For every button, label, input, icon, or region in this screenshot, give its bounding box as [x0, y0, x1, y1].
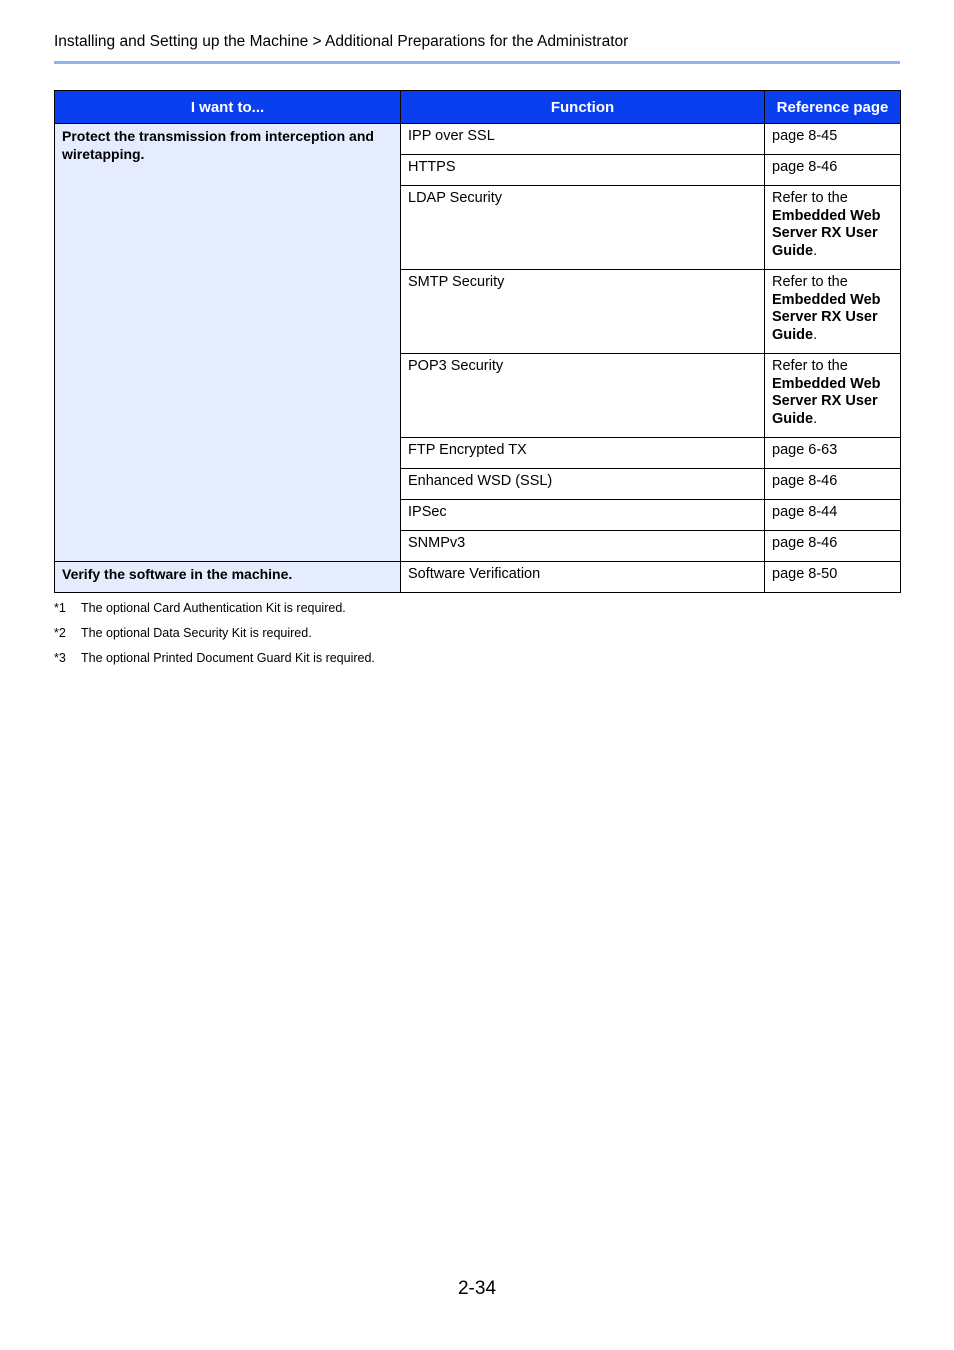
reference-cell: page 8-46	[765, 469, 901, 500]
header-reference-page: Reference page	[765, 91, 901, 124]
function-cell: IPSec	[401, 500, 765, 531]
reference-prefix: Refer to the	[772, 190, 848, 206]
function-cell: LDAP Security	[401, 186, 765, 270]
header-function: Function	[401, 91, 765, 124]
table-header-row	[55, 91, 901, 124]
footnote	[54, 650, 375, 675]
footnote	[54, 625, 375, 650]
footnote-text: The optional Card Authentication Kit is required.	[81, 601, 346, 615]
function-cell: Software Verification	[401, 562, 765, 593]
reference-suffix: .	[813, 410, 818, 427]
want-cell-verify-software: Verify the software in the machine.	[55, 562, 401, 593]
reference-guide-title: Embedded Web Server RX User Guide	[772, 375, 881, 427]
function-cell: FTP Encrypted TX	[401, 438, 765, 469]
reference-prefix: Refer to the	[772, 274, 848, 290]
reference-cell	[765, 270, 901, 354]
reference-cell: page 8-46	[765, 531, 901, 562]
reference-guide-title: Embedded Web Server RX User Guide	[772, 291, 881, 343]
reference-suffix: .	[813, 326, 818, 343]
header-i-want-to: I want to...	[55, 91, 401, 124]
page-number: 2-34	[457, 1278, 497, 1299]
function-cell: Enhanced WSD (SSL)	[401, 469, 765, 500]
footnotes	[54, 600, 375, 675]
reference-cell: page 8-46	[765, 155, 901, 186]
footnote-text: The optional Data Security Kit is required.	[81, 626, 312, 640]
breadcrumb: Installing and Setting up the Machine > Additional Preparations for the Administrator	[54, 33, 629, 50]
reference-table	[54, 90, 901, 593]
want-cell-protect-transmission: Protect the transmission from interception and wiretapping.	[55, 124, 401, 562]
reference-cell: page 8-44	[765, 500, 901, 531]
reference-prefix: Refer to the	[772, 358, 848, 374]
reference-cell	[765, 354, 901, 438]
reference-cell: page 6-63	[765, 438, 901, 469]
reference-suffix: .	[813, 242, 818, 259]
function-cell: IPP over SSL	[401, 124, 765, 155]
function-cell: HTTPS	[401, 155, 765, 186]
footnote-mark: *1	[54, 601, 66, 615]
reference-cell	[765, 186, 901, 270]
footnote	[54, 600, 375, 625]
function-cell: SMTP Security	[401, 270, 765, 354]
header-rule	[54, 61, 900, 64]
footnote-text: The optional Printed Document Guard Kit is required.	[81, 651, 375, 665]
footnote-mark: *2	[54, 626, 66, 640]
function-cell: POP3 Security	[401, 354, 765, 438]
table-row	[55, 562, 901, 593]
footnote-mark: *3	[54, 651, 66, 665]
reference-cell: page 8-50	[765, 562, 901, 593]
function-cell: SNMPv3	[401, 531, 765, 562]
reference-cell: page 8-45	[765, 124, 901, 155]
table-row	[55, 124, 901, 155]
reference-guide-title: Embedded Web Server RX User Guide	[772, 207, 881, 259]
